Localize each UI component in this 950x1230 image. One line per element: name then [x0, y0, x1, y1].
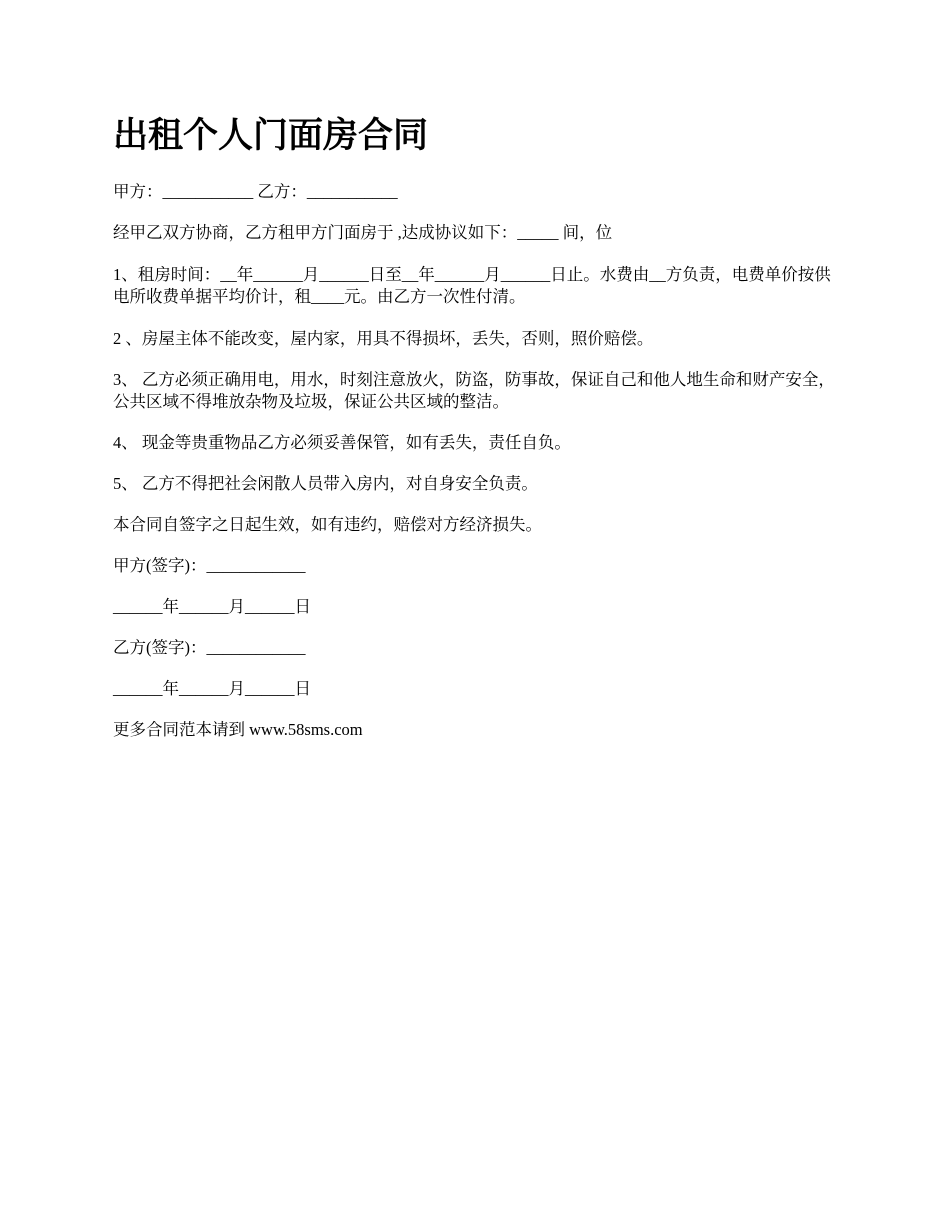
clause-5: 5、 乙方不得把社会闲散人员带入房内，对自身安全负责。	[113, 474, 538, 493]
parties-line: 甲方：___________ 乙方：___________	[113, 182, 398, 201]
clause-3: 3、 乙方必须正确用电，用水，时刻注意放火，防盗，防事故，保证自己和他人地生命和财产安全，公共区域不得堆放杂物及垃圾，保证公共区域的整洁。	[113, 370, 835, 411]
intro-paragraph: 经甲乙双方协商，乙方租甲方门面房于 ,达成协议如下：_____ 间，位	[113, 223, 613, 242]
party-a-signature-line: 甲方(签字)：____________	[113, 556, 306, 575]
clause-2: 2 、房屋主体不能改变，屋内家，用具不得损坏，丢失，否则，照价赔偿。	[113, 329, 654, 348]
footer-note: 更多合同范本请到 www.58sms.com	[113, 720, 363, 739]
clause-1: 1、租房时间：__年______月______日至__年______月______日止。水费由__方负责，电费单价按供电所收费单据平均价计，租____元。由乙方一次性付清。	[113, 265, 831, 306]
contract-title: 出租个人门面房合同	[113, 115, 429, 156]
party-b-signature-line: 乙方(签字)：____________	[113, 638, 306, 657]
party-a-date-line: ______年______月______日	[113, 597, 311, 616]
party-b-date-line: ______年______月______日	[113, 679, 311, 698]
effective-clause: 本合同自签字之日起生效，如有违约，赔偿对方经济损失。	[113, 515, 542, 534]
clause-4: 4、 现金等贵重物品乙方必须妥善保管，如有丢失，责任自负。	[113, 433, 571, 452]
